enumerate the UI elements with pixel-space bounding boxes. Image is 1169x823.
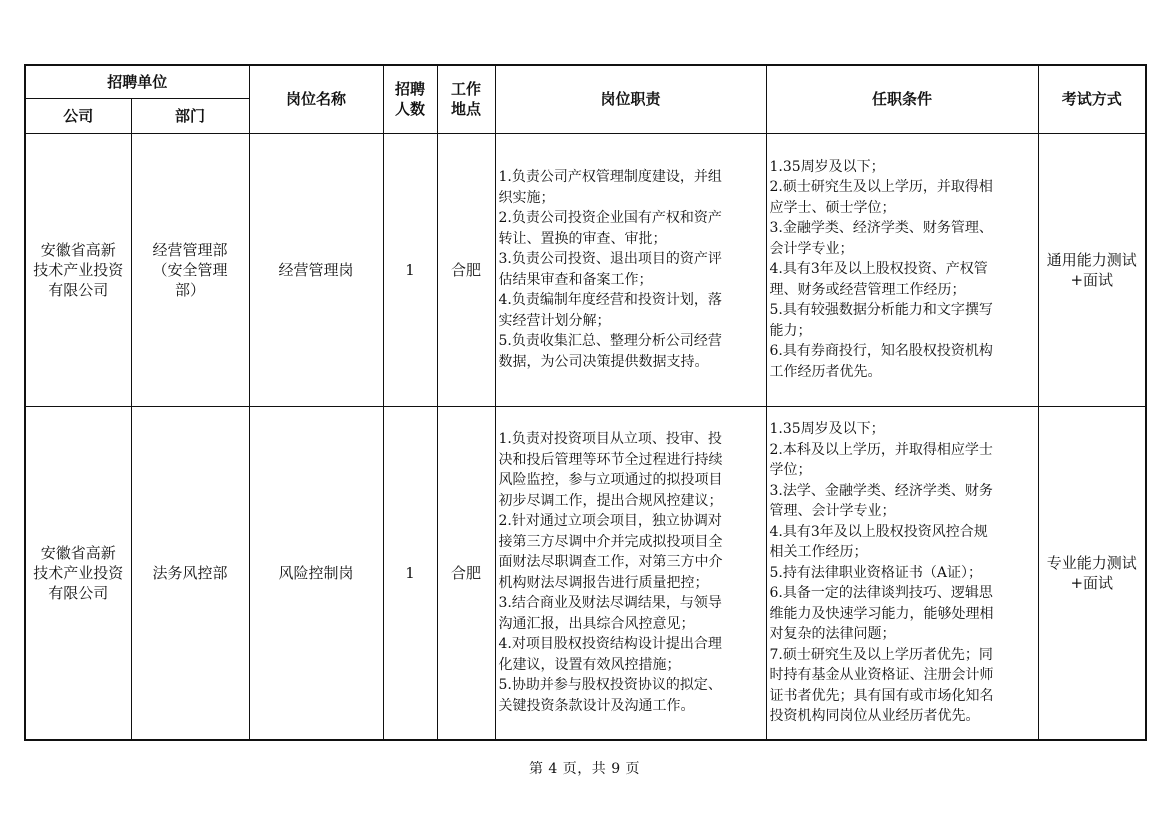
header-requirements: 任职条件 bbox=[766, 65, 1038, 133]
requirement-line: 4.具有3年及以上股权投资、产权管 bbox=[769, 261, 988, 278]
requirement-line: 5.具有较强数据分析能力和文字撰写 bbox=[769, 302, 993, 319]
requirement-line: 理、财务或经营管理工作经历； bbox=[769, 281, 966, 298]
duty-line: 决和投后管理等环节全过程进行持续 bbox=[498, 451, 723, 468]
requirements-cell bbox=[766, 133, 1038, 406]
requirement-line: 相关工作经历； bbox=[769, 544, 868, 560]
duties-cell bbox=[495, 406, 766, 740]
department-line: （安全管理 bbox=[152, 260, 228, 279]
requirements-cell bbox=[766, 406, 1038, 740]
company-line: 有限公司 bbox=[48, 583, 109, 602]
requirement-line: 5.持有法律职业资格证书（A证）； bbox=[769, 564, 982, 581]
exam-line: +面试 bbox=[1070, 573, 1114, 592]
requirement-line: 6.具备一定的法律谈判技巧、逻辑思 bbox=[769, 585, 993, 601]
exam-line: 通用能力测试 bbox=[1046, 250, 1137, 269]
duty-line: 面财法尽职调查工作，对第三方中介 bbox=[498, 554, 723, 571]
location-cell: 合肥 bbox=[437, 406, 495, 740]
company-line: 安徽省高新 bbox=[40, 543, 116, 562]
duty-line: 1.负责公司产权管理制度建设，并组 bbox=[498, 169, 722, 185]
exam-cell bbox=[1038, 406, 1146, 740]
position-cell: 经营管理岗 bbox=[249, 133, 383, 406]
requirement-line: 4.具有3年及以上股权投资风控合规 bbox=[769, 523, 988, 540]
exam-line: 专业能力测试 bbox=[1046, 553, 1137, 572]
requirement-line: 能力； bbox=[769, 322, 812, 339]
header-headcount-line1: 招聘 bbox=[395, 80, 426, 99]
requirement-line: 维能力及快速学习能力，能够处理相 bbox=[769, 605, 994, 622]
duty-line: 5.协助并参与股权投资协议的拟定、 bbox=[498, 677, 722, 694]
header-department: 部门 bbox=[131, 98, 249, 133]
duty-line: 初步尽调工作，提出合规风控建议； bbox=[498, 492, 723, 509]
requirement-line: 工作经历者优先。 bbox=[769, 363, 882, 380]
header-recruit-unit: 招聘单位 bbox=[25, 65, 249, 98]
company-line: 技术产业投资 bbox=[33, 260, 124, 279]
requirement-line: 管理、会计学专业； bbox=[769, 503, 896, 519]
duty-line: 5.负责收集汇总、整理分析公司经营 bbox=[498, 333, 722, 349]
company-line: 安徽省高新 bbox=[40, 240, 116, 259]
duty-line: 1.负责对投资项目从立项、投审、投 bbox=[498, 431, 722, 448]
exam-line: +面试 bbox=[1070, 270, 1114, 289]
header-duties: 岗位职责 bbox=[495, 65, 766, 133]
duty-line: 接第三方尽调中介并完成拟投项目全 bbox=[498, 533, 723, 550]
requirement-line: 证书者优先；具有国有或市场化知名 bbox=[769, 687, 994, 704]
header-company: 公司 bbox=[25, 98, 131, 133]
requirement-line: 1.35周岁及以下； bbox=[769, 421, 885, 437]
page-number: 第 4 页，共 9 页 bbox=[528, 761, 641, 777]
requirement-line: 投资机构同岗位从业经历者优先。 bbox=[769, 708, 980, 724]
header-headcount-line2: 人数 bbox=[395, 100, 426, 119]
headcount-cell: 1 bbox=[383, 133, 437, 406]
header-headcount bbox=[383, 65, 437, 133]
requirement-line: 1.35周岁及以下； bbox=[769, 158, 885, 175]
duty-line: 织实施； bbox=[498, 189, 555, 206]
duty-line: 关键投资条款设计及沟通工作。 bbox=[498, 697, 695, 714]
header-position-name: 岗位名称 bbox=[249, 65, 383, 133]
duty-line: 估结果审查和备案工作； bbox=[498, 271, 653, 288]
requirement-line: 对复杂的法律问题； bbox=[769, 626, 896, 642]
department-line: 法务风控部 bbox=[152, 563, 228, 582]
duty-line: 2.负责公司投资企业国有产权和资产 bbox=[498, 210, 722, 226]
requirement-line: 学位； bbox=[769, 462, 812, 478]
header-location-line2: 地点 bbox=[451, 100, 482, 119]
company-cell bbox=[25, 406, 131, 740]
requirement-line: 应学士、硕士学位； bbox=[769, 199, 896, 216]
duty-line: 风险监控，参与立项通过的拟投项目 bbox=[498, 472, 723, 489]
requirement-line: 2.硕士研究生及以上学历，并取得相 bbox=[769, 179, 993, 196]
duties-cell bbox=[495, 133, 766, 406]
company-line: 有限公司 bbox=[48, 280, 109, 299]
table-row bbox=[25, 406, 1146, 740]
duty-line: 4.对项目股权投资结构设计提出合理 bbox=[498, 636, 722, 653]
duty-line: 沟通汇报，出具综合风控意见； bbox=[498, 615, 695, 632]
header-location bbox=[437, 65, 495, 133]
company-line: 技术产业投资 bbox=[33, 563, 124, 582]
requirement-line: 3.金融学类、经济学类、财务管理、 bbox=[769, 220, 993, 237]
location-cell: 合肥 bbox=[437, 133, 495, 406]
duty-line: 化建议，设置有效风控措施； bbox=[498, 656, 681, 673]
department-line: 经营管理部 bbox=[152, 240, 228, 259]
company-cell bbox=[25, 133, 131, 406]
header-location-line1: 工作 bbox=[451, 80, 482, 99]
requirement-line: 会计学专业； bbox=[769, 240, 854, 257]
department-line: 部） bbox=[175, 280, 206, 299]
duty-line: 实经营计划分解； bbox=[498, 312, 611, 329]
duty-line: 数据，为公司决策提供数据支持。 bbox=[498, 353, 709, 370]
duty-line: 4.负责编制年度经营和投资计划，落 bbox=[498, 292, 722, 308]
duty-line: 2.针对通过立项会项目，独立协调对 bbox=[498, 513, 722, 530]
position-cell: 风险控制岗 bbox=[249, 406, 383, 740]
duty-line: 转让、置换的审查、审批； bbox=[498, 230, 667, 247]
requirement-line: 3.法学、金融学类、经济学类、财务 bbox=[769, 482, 993, 499]
table-row bbox=[25, 133, 1146, 406]
headcount-cell: 1 bbox=[383, 406, 437, 740]
department-cell bbox=[131, 133, 249, 406]
header-exam-method: 考试方式 bbox=[1038, 65, 1146, 133]
duty-line: 机构财法尽调报告进行质量把控； bbox=[498, 574, 709, 591]
requirement-line: 2.本科及以上学历，并取得相应学士 bbox=[769, 441, 993, 458]
duty-line: 3.结合商业及财法尽调结果，与领导 bbox=[498, 595, 722, 612]
requirement-line: 时持有基金从业资格证、注册会计师 bbox=[769, 667, 994, 683]
exam-cell bbox=[1038, 133, 1146, 406]
duty-line: 3.负责公司投资、退出项目的资产评 bbox=[498, 251, 722, 267]
department-cell bbox=[131, 406, 249, 740]
requirement-line: 6.具有券商投行，知名股权投资机构 bbox=[769, 343, 993, 360]
requirement-line: 7.硕士研究生及以上学历者优先；同 bbox=[769, 646, 993, 663]
recruitment-table bbox=[24, 64, 1147, 741]
